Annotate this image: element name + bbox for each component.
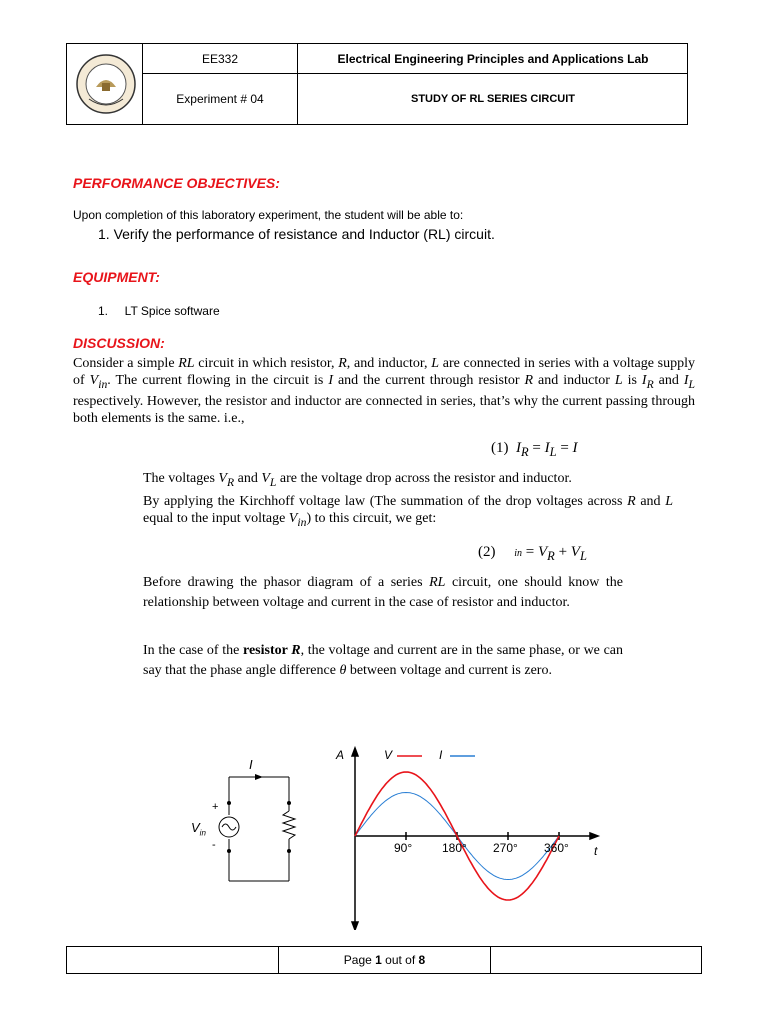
minus-sign: - — [212, 839, 216, 851]
rl-circuit-diagram — [185, 755, 310, 890]
vi-waveform — [330, 740, 610, 930]
page-indicator: Page 1 out of 8 — [343, 953, 426, 967]
tick-label-90: 90° — [394, 841, 413, 855]
objectives-heading: PERFORMANCE OBJECTIVES: — [73, 175, 280, 191]
tick-label-180: 180° — [442, 841, 467, 855]
footer-table — [66, 946, 702, 974]
resistor-phase-text: In the case of the resistor R, the voltage and current are in the same phase, or we can say that the phase angle difference θ between voltage and current is zero. — [143, 643, 623, 678]
equation-1: (1) $I_R = I_L = I$ — [491, 440, 578, 459]
phasor-intro-text: Before drawing the phasor diagram of a series RL circuit, one should know the relationship between voltage and current in the case of resistor and inductor. — [143, 575, 624, 610]
y-axis-label: A — [336, 748, 345, 762]
footer-divider — [490, 947, 491, 973]
equipment-item: 1. LT Spice software — [98, 304, 220, 318]
plus-sign: + — [212, 801, 219, 813]
legend-i-label: I — [439, 748, 443, 762]
voltage-drop-text: The voltages $V_R$ and $V_L$ are the voltage drop across the resistor and inductor. — [143, 471, 572, 489]
tick-label-270: 270° — [493, 841, 518, 855]
tick-label-360: 360° — [544, 841, 569, 855]
t-axis-label: t — [594, 844, 598, 858]
equipment-heading: EQUIPMENT: — [73, 269, 160, 285]
equation-2: (2) in = $V_R + V_L$ — [478, 544, 587, 563]
experiment-title: STUDY OF RL SERIES CIRCUIT — [410, 93, 575, 105]
course-code: EE332 — [201, 51, 239, 66]
college-logo — [75, 53, 137, 115]
discussion-paragraph: Consider a simple RL circuit in which resistor, R, and inductor, L are connected in series with a voltage supply of $V_{in}$. The current flowing in the circuit is I and the current through resistor R and inductor L is $I_R$ and $I_L$ respectively. However, the resistor and inductor are connected in series, that’s why the current passing through both elements is the same. i.e., — [73, 356, 696, 426]
experiment-number: Experiment # 04 — [176, 92, 264, 106]
objectives-intro: Upon completion of this laboratory experiment, the student will be able to: — [73, 208, 464, 222]
lab-title: Electrical Engineering Principles and Applications Lab — [337, 51, 649, 66]
discussion-heading: DISCUSSION: — [73, 335, 165, 351]
kvl-text: By applying the Kirchhoff voltage law (The summation of the drop voltages across R and L equal to the input voltage $V_{in}$) to this circuit, we get: — [143, 494, 673, 529]
header-table — [66, 43, 688, 125]
legend-v-label: V — [384, 748, 393, 762]
objective-item: 1. Verify the performance of resistance and Inductor (RL) circuit. — [98, 226, 495, 242]
source-label: $V_{in}$ — [191, 820, 206, 838]
current-label: I — [249, 757, 253, 772]
